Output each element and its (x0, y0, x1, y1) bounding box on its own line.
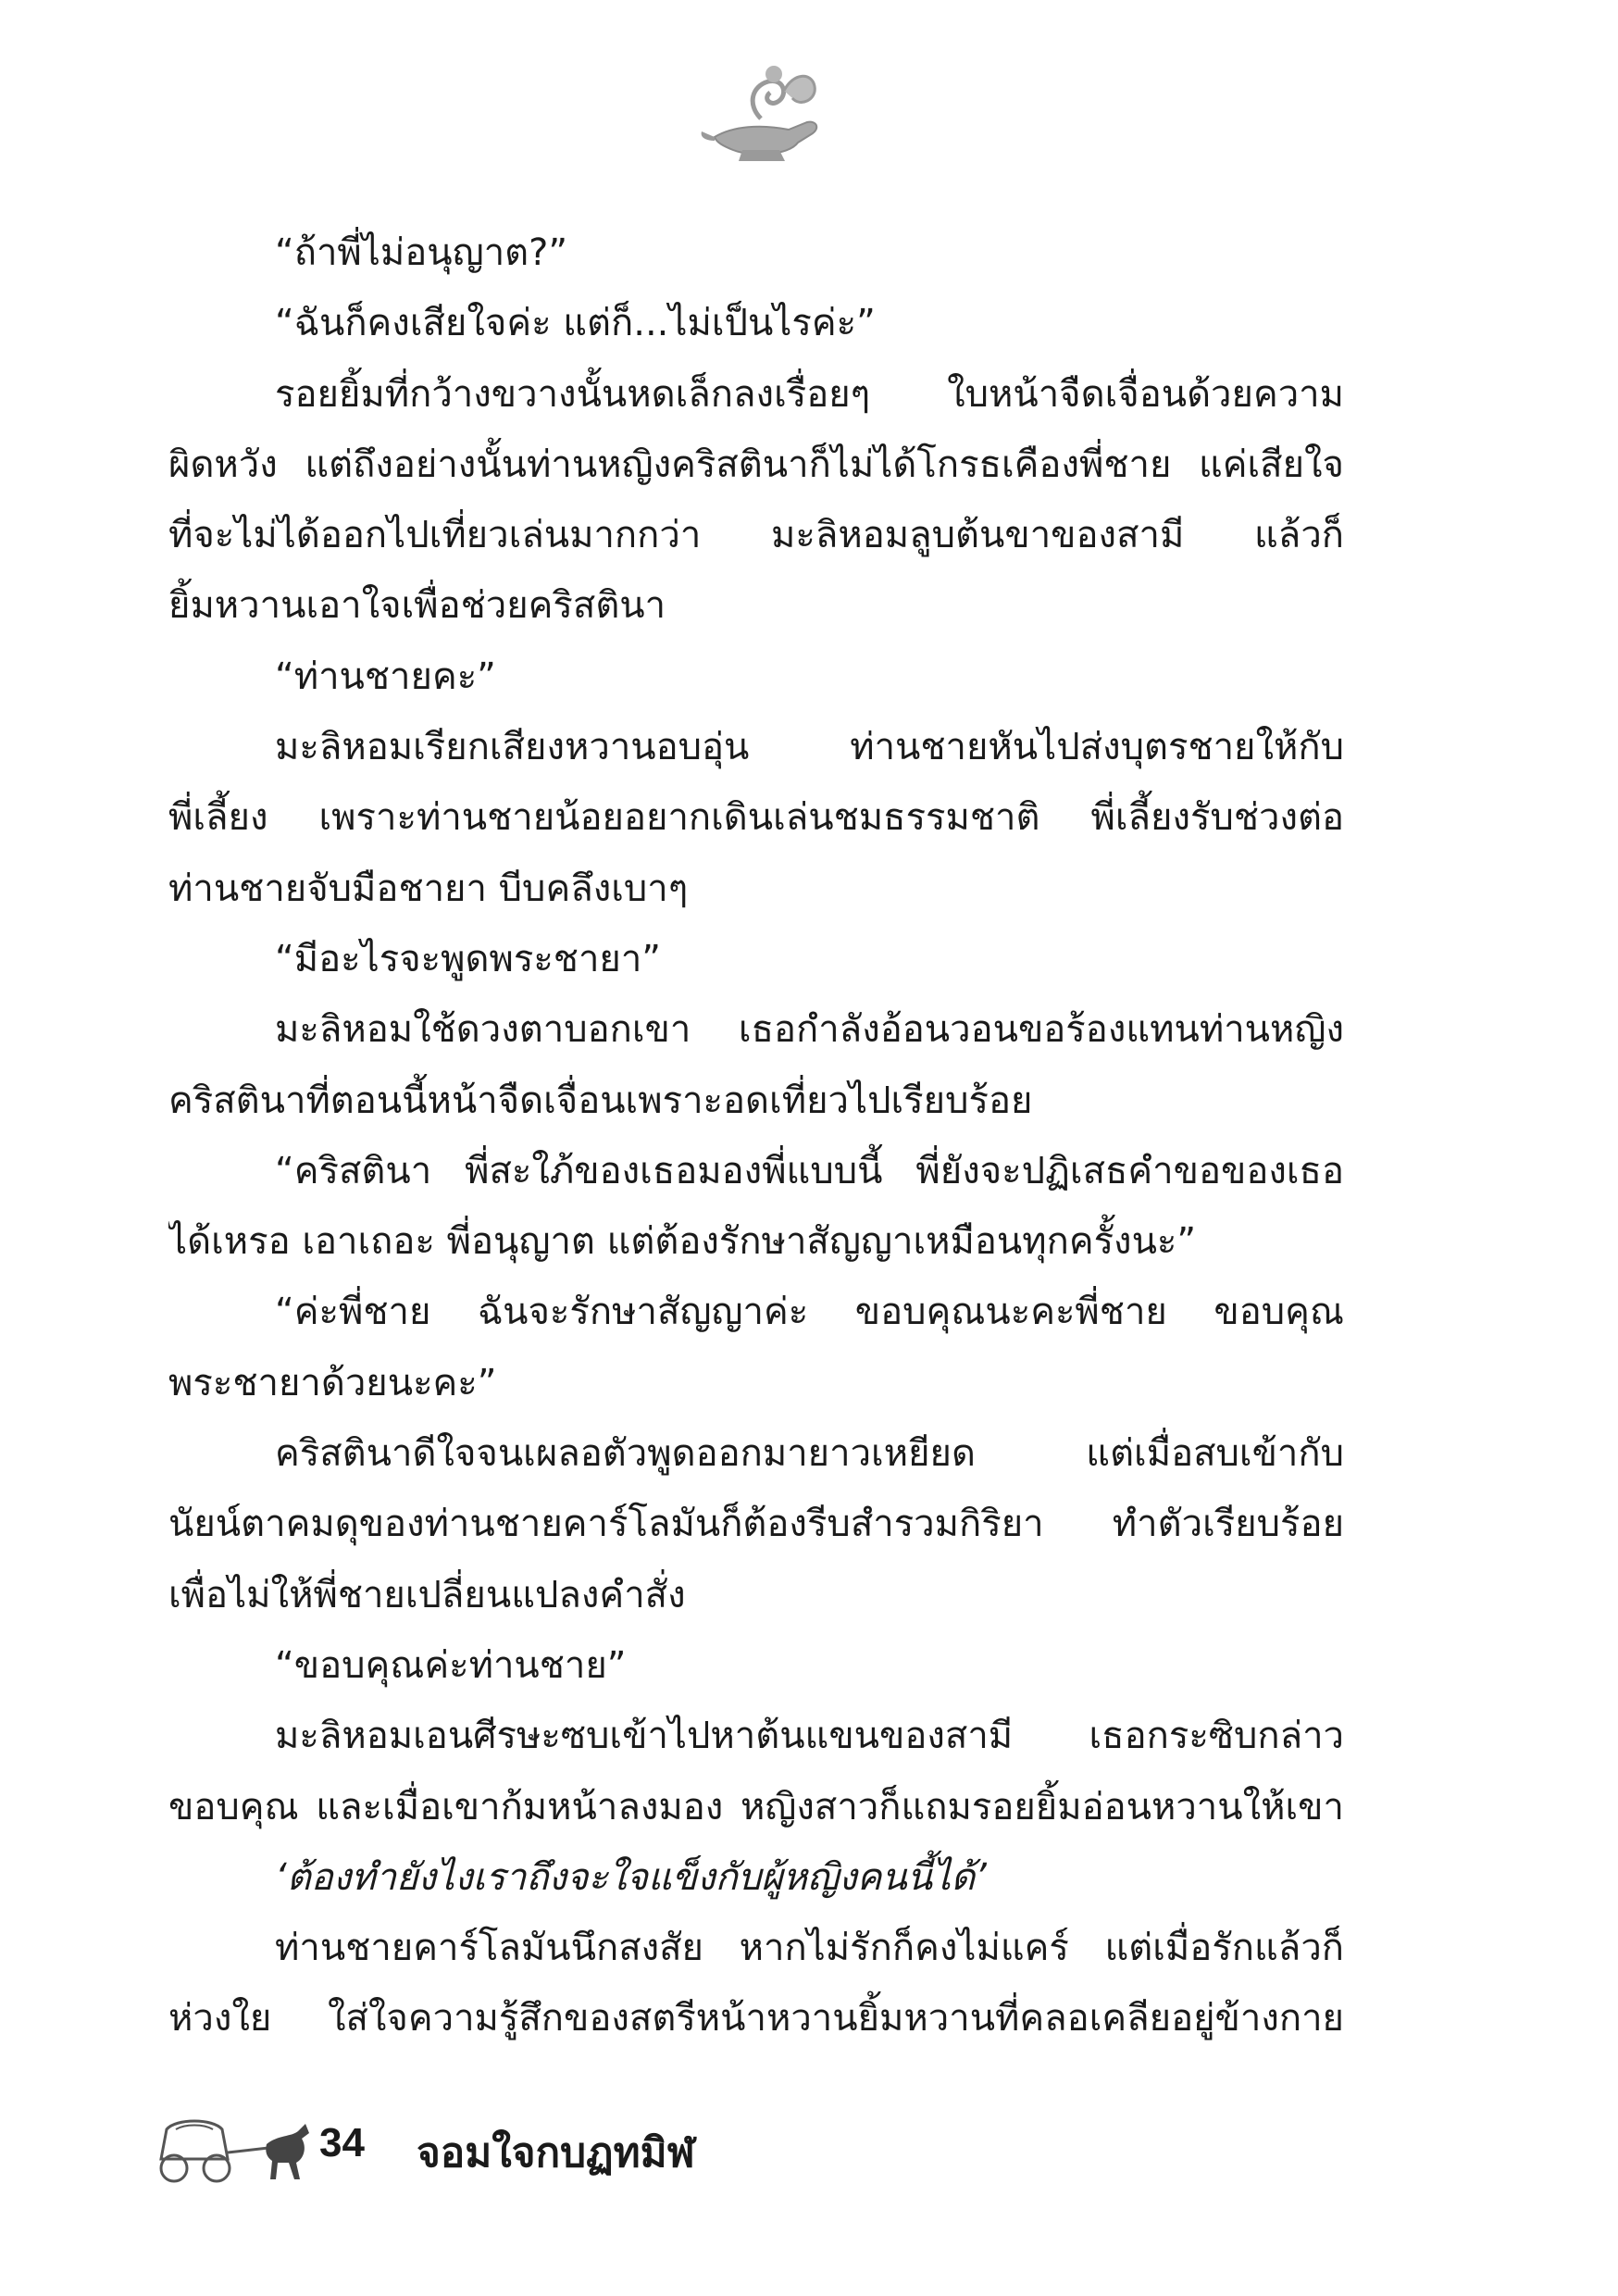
text-line: พระชายาด้วยนะคะ” (168, 1361, 497, 1404)
text-line: มะลิหอมเรียกเสียงหวานอบอุ่น ท่านชายหันไปส่งบุตรชายให้กับ (275, 726, 1344, 769)
horse-carriage-icon (148, 2111, 333, 2185)
book-title: จอมใจกบฏทมิฬ (417, 2129, 695, 2177)
text-line: ยิ้มหวานเอาใจเพื่อช่วยคริสตินา (168, 584, 666, 628)
text-line: พี่เลี้ยง เพราะท่านชายน้อยอยากเดินเล่นชมธรรมชาติ พี่เลี้ยงรับช่วงต่อ (168, 796, 1344, 840)
text-line: มะลิหอมเอนศีรษะซบเข้าไปหาต้นแขนของสามี เธอกระซิบกล่าว (275, 1715, 1344, 1758)
page-footer (148, 2111, 981, 2185)
text-line: ‘ต้องทำยังไงเราถึงจะใจแข็งกับผู้หญิงคนนี้ได้’ (275, 1855, 987, 1899)
text-line: คริสตินาดีใจจนเผลอตัวพูดออกมายาวเหยียด แต่เมื่อสบเข้ากับ (275, 1432, 1344, 1476)
text-line: “ค่ะพี่ชาย ฉันจะรักษาสัญญาค่ะ ขอบคุณนะคะพี่ชาย ขอบคุณ (275, 1291, 1344, 1334)
page-number: 34 (319, 2120, 365, 2165)
text-line: คริสตินาที่ตอนนี้หน้าจืดเจื่อนเพราะอดเที่ยวไปเรียบร้อย (168, 1079, 1033, 1122)
text-line: ที่จะไม่ได้ออกไปเที่ยวเล่นมากกว่า มะลิหอมลูบต้นขาของสามี แล้วก็ (168, 514, 1344, 557)
text-line: ท่านชายจับมือชายา บีบคลึงเบาๆ (168, 867, 689, 910)
text-line: “มีอะไรจะพูดพระชายา” (275, 937, 662, 980)
text-line: “คริสตินา พี่สะใภ้ของเธอมองพี่แบบนี้ พี่ยังจะปฏิเสธคำขอของเธอ (275, 1149, 1344, 1192)
text-line: ห่วงใย ใส่ใจความรู้สึกของสตรีหน้าหวานยิ้มหวานที่คลอเคลียอยู่ข้างกาย (168, 1997, 1344, 2040)
body-text (168, 218, 1344, 2054)
text-line: ท่านชายคาร์โลมันนึกสงสัย หากไม่รักก็คงไม่แคร์ แต่เมื่อรักแล้วก็ (275, 1927, 1344, 1970)
text-line: เพื่อไม่ให้พี่ชายเปลี่ยนแปลงคำสั่ง (168, 1573, 686, 1616)
text-line: นัยน์ตาคมดุของท่านชายคาร์โลมันก็ต้องรีบสำรวมกิริยา ทำตัวเรียบร้อย (168, 1503, 1344, 1546)
text-line: “ฉันก็คงเสียใจค่ะ แต่ก็...ไม่เป็นไรค่ะ” (275, 302, 876, 345)
text-line: “ขอบคุณค่ะท่านชาย” (275, 1643, 627, 1687)
text-line: ขอบคุณ และเมื่อเขาก้มหน้าลงมอง หญิงสาวก็แถมรอยยิ้มอ่อนหวานให้เขา (168, 1785, 1344, 1828)
text-line: ได้เหรอ เอาเถอะ พี่อนุญาต แต่ต้องรักษาสัญญาเหมือนทุกครั้งนะ” (168, 1220, 1197, 1264)
text-line: ผิดหวัง แต่ถึงอย่างนั้นท่านหญิงคริสตินาก็ไม่ได้โกรธเคืองพี่ชาย แค่เสียใจ (168, 443, 1344, 486)
text-line: “ถ้าพี่ไม่อนุญาต?” (275, 231, 568, 274)
genie-lamp-icon (696, 54, 835, 174)
text-line: “ท่านชายคะ” (275, 655, 496, 698)
text-line: มะลิหอมใช้ดวงตาบอกเขา เธอกำลังอ้อนวอนขอร้องแทนท่านหญิง (275, 1008, 1344, 1052)
text-line: รอยยิ้มที่กว้างขวางนั้นหดเล็กลงเรื่อยๆ ใบหน้าจืดเจื่อนด้วยความ (275, 372, 1344, 416)
